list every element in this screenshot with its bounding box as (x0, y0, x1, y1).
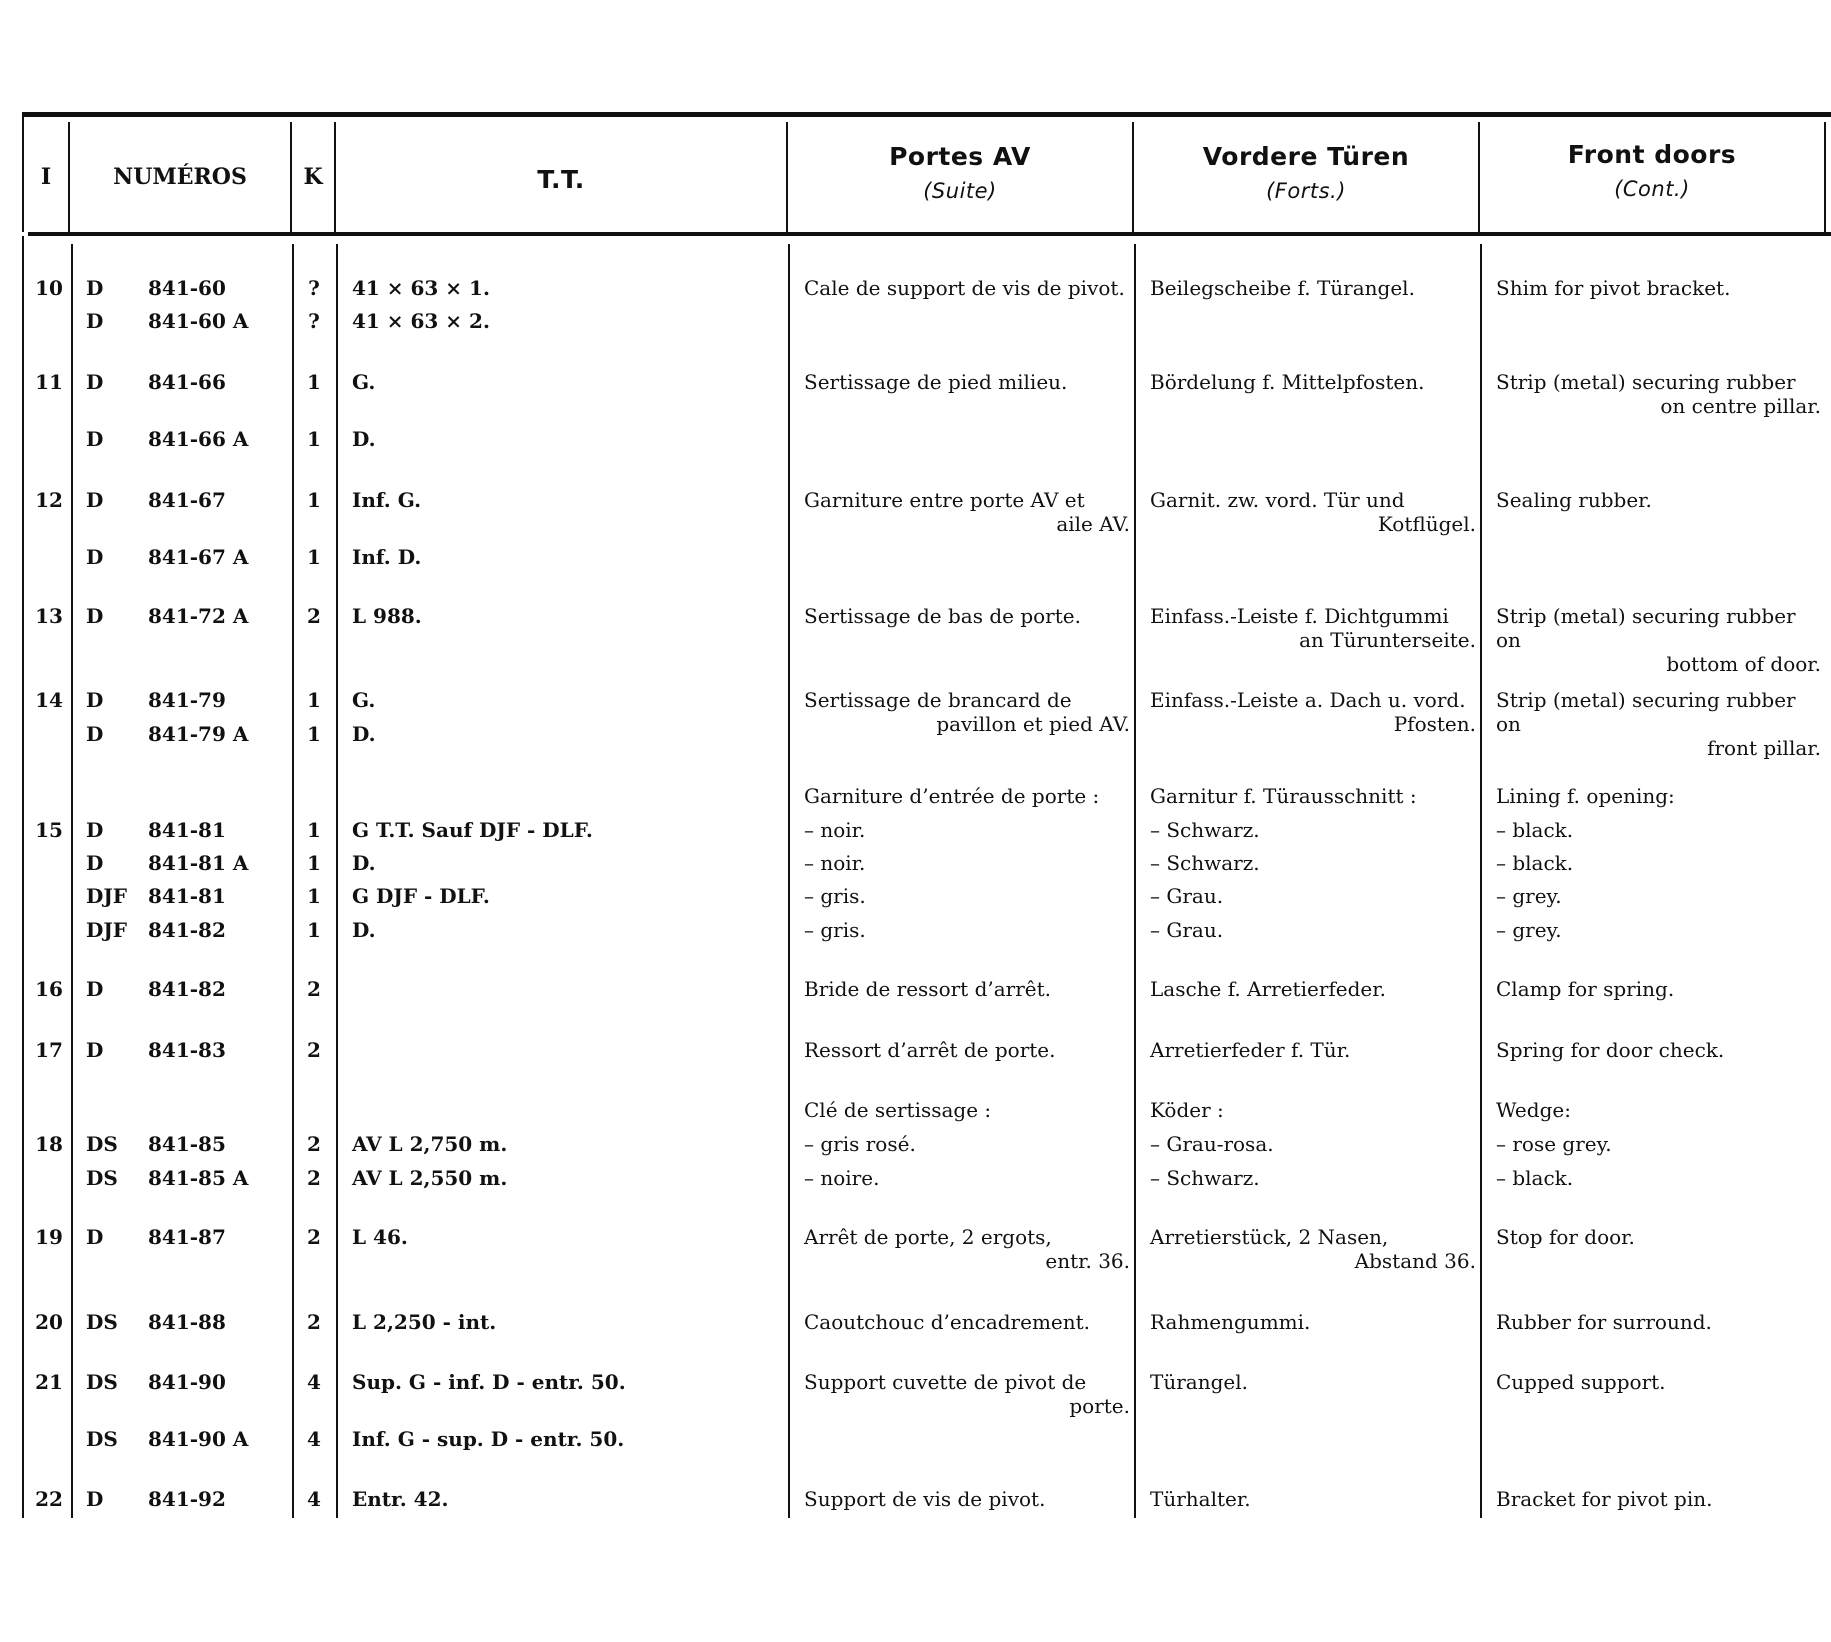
part-number: 841-81 A (148, 851, 249, 875)
desc-line: Wedge: (1496, 1098, 1571, 1122)
item-index: 20 (35, 1310, 63, 1334)
desc-english (1496, 276, 1821, 300)
desc-line: – noir. (804, 851, 866, 875)
part-number: 841-81 (148, 818, 226, 842)
part-prefix: DJF (86, 884, 128, 908)
part-number: 841-83 (148, 1038, 226, 1062)
item-index: 14 (35, 688, 63, 712)
part-prefix: DS (86, 1427, 118, 1451)
desc-german (1150, 488, 1476, 536)
desc-french (804, 1098, 1130, 1122)
desc-german (1150, 784, 1476, 808)
part-prefix: DS (86, 1166, 118, 1190)
part-number: 841-85 A (148, 1166, 249, 1190)
desc-french (804, 1038, 1130, 1062)
item-index: 16 (35, 977, 63, 1001)
desc-line: – Grau. (1150, 918, 1224, 942)
tt-note: Inf. G. (352, 488, 422, 512)
part-number: 841-79 A (148, 722, 249, 746)
header-col-german (1134, 142, 1478, 203)
part-prefix: D (86, 427, 104, 451)
quantity: 1 (307, 688, 321, 712)
desc-german (1150, 1038, 1476, 1062)
part-number: 841-90 (148, 1370, 226, 1394)
part-prefix: D (86, 1487, 104, 1511)
quantity: 2 (307, 1310, 321, 1334)
desc-line: Bride de ressort d’arrêt. (804, 977, 1052, 1001)
item-index: 17 (35, 1038, 63, 1062)
tt-note: D. (352, 918, 376, 942)
desc-line: Bördelung f. Mittelpfosten. (1150, 370, 1425, 394)
desc-german (1150, 1166, 1476, 1190)
part-number: 841-87 (148, 1225, 226, 1249)
column-divider (71, 244, 73, 1518)
desc-french (804, 918, 1130, 942)
desc-line: – black. (1496, 1166, 1574, 1190)
tt-note: L 46. (352, 1225, 408, 1249)
desc-english (1496, 818, 1821, 842)
desc-line: – gris rosé. (804, 1132, 916, 1156)
part-prefix: D (86, 545, 104, 569)
part-prefix: DS (86, 1310, 118, 1334)
header-english-sub: (Cont.) (1614, 177, 1690, 201)
desc-line: Cupped support. (1496, 1370, 1666, 1394)
desc-french (804, 1225, 1130, 1273)
desc-line: entr. 36. (1045, 1249, 1130, 1273)
desc-line: Sealing rubber. (1496, 488, 1652, 512)
quantity: 2 (307, 1225, 321, 1249)
desc-french (804, 1166, 1130, 1190)
desc-line: – grey. (1496, 884, 1562, 908)
desc-line: Einfass.-Leiste f. Dichtgummi (1150, 604, 1449, 628)
desc-line: – Schwarz. (1150, 818, 1260, 842)
quantity: 1 (307, 884, 321, 908)
desc-line: Shim for pivot bracket. (1496, 276, 1731, 300)
item-index: 15 (35, 818, 63, 842)
desc-german (1150, 818, 1476, 842)
header-col-english (1480, 140, 1824, 201)
desc-line: – noire. (804, 1166, 880, 1190)
desc-french (804, 488, 1130, 536)
desc-german (1150, 1132, 1476, 1156)
desc-line: Lasche f. Arretierfeder. (1150, 977, 1386, 1001)
tt-note: G DJF - DLF. (352, 884, 490, 908)
desc-line: Sertissage de pied milieu. (804, 370, 1068, 394)
part-number: 841-60 A (148, 309, 249, 333)
desc-line: Strip (metal) securing rubber on (1496, 688, 1796, 736)
desc-german (1150, 1487, 1476, 1511)
desc-line: Stop for door. (1496, 1225, 1635, 1249)
desc-line: an Türunterseite. (1299, 628, 1476, 652)
desc-line: – gris. (804, 918, 866, 942)
header-english-title: Front doors (1567, 140, 1737, 169)
tt-note: D. (352, 427, 376, 451)
desc-line: Garnitur f. Türausschnitt : (1150, 784, 1417, 808)
desc-english (1496, 1038, 1821, 1062)
desc-german (1150, 688, 1476, 736)
desc-line: Pfosten. (1393, 712, 1476, 736)
desc-french (804, 1132, 1130, 1156)
tt-note: 41 × 63 × 1. (352, 276, 490, 300)
desc-line: Abstand 36. (1354, 1249, 1476, 1273)
tt-note: L 2,250 - int. (352, 1310, 497, 1334)
quantity: 1 (307, 488, 321, 512)
tt-note: AV L 2,550 m. (352, 1166, 508, 1190)
part-prefix: D (86, 818, 104, 842)
quantity: 4 (307, 1370, 321, 1394)
part-prefix: DJF (86, 918, 128, 942)
tt-note: L 988. (352, 604, 422, 628)
desc-english (1496, 884, 1821, 908)
header-german-title: Vordere Türen (1202, 142, 1410, 171)
desc-german (1150, 884, 1476, 908)
quantity: 2 (307, 1038, 321, 1062)
desc-german (1150, 918, 1476, 942)
part-prefix: D (86, 851, 104, 875)
tt-note: Entr. 42. (352, 1487, 449, 1511)
desc-line: Sertissage de bas de porte. (804, 604, 1081, 628)
part-number: 841-79 (148, 688, 226, 712)
tt-note: 41 × 63 × 2. (352, 309, 490, 333)
desc-line: Ressort d’arrêt de porte. (804, 1038, 1056, 1062)
header-col-i: I (40, 164, 52, 190)
desc-line: Köder : (1150, 1098, 1224, 1122)
part-prefix: D (86, 1038, 104, 1062)
desc-line: Garniture d’entrée de porte : (804, 784, 1100, 808)
quantity: 4 (307, 1427, 321, 1451)
desc-line: Spring for door check. (1496, 1038, 1725, 1062)
desc-english (1496, 784, 1821, 808)
desc-french (804, 884, 1130, 908)
item-index: 21 (35, 1370, 63, 1394)
part-number: 841-60 (148, 276, 226, 300)
quantity: 1 (307, 545, 321, 569)
desc-german (1150, 851, 1476, 875)
part-number: 841-82 (148, 918, 226, 942)
tt-note: AV L 2,750 m. (352, 1132, 508, 1156)
header-col-french (788, 142, 1132, 203)
header-col-tt: T.T. (537, 165, 585, 194)
tt-note: Inf. D. (352, 545, 422, 569)
header-col-k: K (303, 164, 323, 190)
desc-line: Lining f. opening: (1496, 784, 1675, 808)
desc-german (1150, 1098, 1476, 1122)
desc-english (1496, 1098, 1821, 1122)
desc-english (1496, 1166, 1821, 1190)
part-number: 841-67 A (148, 545, 249, 569)
quantity: 1 (307, 427, 321, 451)
item-index: 22 (35, 1487, 63, 1511)
desc-french (804, 977, 1130, 1001)
desc-french (804, 604, 1130, 628)
quantity: 4 (307, 1487, 321, 1511)
desc-french (804, 784, 1130, 808)
part-number: 841-72 A (148, 604, 249, 628)
item-index: 19 (35, 1225, 63, 1249)
top-rule (22, 112, 1831, 117)
desc-line: Arretierstück, 2 Nasen, (1150, 1225, 1389, 1249)
desc-german (1150, 604, 1476, 652)
desc-english (1496, 851, 1821, 875)
part-number: 841-90 A (148, 1427, 249, 1451)
desc-german (1150, 276, 1476, 300)
tt-note: G. (352, 688, 376, 712)
desc-french (804, 1370, 1130, 1418)
desc-french (804, 851, 1130, 875)
desc-line: front pillar. (1707, 736, 1821, 760)
desc-german (1150, 1310, 1476, 1334)
item-index: 18 (35, 1132, 63, 1156)
desc-line: Einfass.-Leiste a. Dach u. vord. (1150, 688, 1466, 712)
desc-english (1496, 604, 1821, 676)
header-french-sub: (Suite) (923, 179, 997, 203)
desc-line: – Schwarz. (1150, 851, 1260, 875)
tt-note: D. (352, 851, 376, 875)
quantity: ? (308, 309, 320, 333)
desc-english (1496, 370, 1821, 418)
part-number: 841-88 (148, 1310, 226, 1334)
desc-line: pavillon et pied AV. (936, 712, 1130, 736)
desc-line: Türangel. (1150, 1370, 1248, 1394)
part-prefix: D (86, 1225, 104, 1249)
desc-line: Sertissage de brancard de (804, 688, 1072, 712)
desc-line: bottom of door. (1666, 652, 1821, 676)
desc-line: Beilegscheibe f. Türangel. (1150, 276, 1415, 300)
desc-line: – Schwarz. (1150, 1166, 1260, 1190)
desc-line: – noir. (804, 818, 866, 842)
quantity: 1 (307, 851, 321, 875)
desc-french (804, 818, 1130, 842)
desc-line: Support de vis de pivot. (804, 1487, 1046, 1511)
item-index: 11 (35, 370, 63, 394)
part-number: 841-82 (148, 977, 226, 1001)
desc-german (1150, 370, 1476, 394)
desc-line: Garniture entre porte AV et (804, 488, 1085, 512)
part-prefix: D (86, 604, 104, 628)
part-prefix: DS (86, 1370, 118, 1394)
desc-english (1496, 1487, 1821, 1511)
desc-french (804, 1487, 1130, 1511)
quantity: 1 (307, 818, 321, 842)
desc-line: Rahmengummi. (1150, 1310, 1311, 1334)
part-prefix: D (86, 977, 104, 1001)
desc-line: Strip (metal) securing rubber (1496, 370, 1796, 394)
desc-french (804, 276, 1130, 300)
desc-line: – black. (1496, 851, 1574, 875)
header-bottom-rule (28, 232, 1831, 236)
item-index: 13 (35, 604, 63, 628)
part-prefix: D (86, 722, 104, 746)
desc-line: Türhalter. (1150, 1487, 1251, 1511)
part-number: 841-66 (148, 370, 226, 394)
part-prefix: D (86, 370, 104, 394)
item-index: 12 (35, 488, 63, 512)
header-german-sub: (Forts.) (1266, 179, 1346, 203)
desc-english (1496, 1370, 1821, 1394)
quantity: 2 (307, 1132, 321, 1156)
tt-note: G. (352, 370, 376, 394)
desc-english (1496, 977, 1821, 1001)
part-prefix: DS (86, 1132, 118, 1156)
desc-english (1496, 1132, 1821, 1156)
part-prefix: D (86, 276, 104, 300)
quantity: 1 (307, 918, 321, 942)
part-number: 841-85 (148, 1132, 226, 1156)
desc-english (1496, 488, 1821, 512)
column-divider (788, 244, 790, 1518)
column-divider (292, 244, 294, 1518)
desc-line: on centre pillar. (1660, 394, 1821, 418)
item-index: 10 (35, 276, 63, 300)
desc-line: – gris. (804, 884, 866, 908)
quantity: 2 (307, 604, 321, 628)
desc-german (1150, 1370, 1476, 1394)
part-number: 841-92 (148, 1487, 226, 1511)
desc-english (1496, 1310, 1821, 1334)
column-divider (22, 236, 24, 1518)
part-number: 841-66 A (148, 427, 249, 451)
part-number: 841-81 (148, 884, 226, 908)
desc-french (804, 1310, 1130, 1334)
tt-note: G T.T. Sauf DJF - DLF. (352, 818, 593, 842)
header-col-numeros: NUMÉROS (113, 164, 247, 190)
desc-line: – black. (1496, 818, 1574, 842)
desc-line: Arretierfeder f. Tür. (1150, 1038, 1351, 1062)
desc-line: Garnit. zw. vord. Tür und (1150, 488, 1405, 512)
desc-line: porte. (1069, 1394, 1130, 1418)
desc-german (1150, 977, 1476, 1001)
desc-line: – Grau. (1150, 884, 1224, 908)
desc-line: Clamp for spring. (1496, 977, 1675, 1001)
desc-line: Clé de sertissage : (804, 1098, 992, 1122)
quantity: 2 (307, 1166, 321, 1190)
column-divider (1480, 244, 1482, 1518)
tt-note: Sup. G - inf. D - entr. 50. (352, 1370, 626, 1394)
quantity: ? (308, 276, 320, 300)
desc-english (1496, 1225, 1821, 1249)
quantity: 1 (307, 722, 321, 746)
desc-line: Bracket for pivot pin. (1496, 1487, 1713, 1511)
desc-line: Rubber for surround. (1496, 1310, 1712, 1334)
desc-line: – rose grey. (1496, 1132, 1612, 1156)
column-divider (1134, 244, 1136, 1518)
column-divider (336, 244, 338, 1518)
desc-english (1496, 688, 1821, 760)
quantity: 1 (307, 370, 321, 394)
header-divider (1824, 122, 1826, 232)
desc-line: – Grau-rosa. (1150, 1132, 1274, 1156)
desc-line: Arrêt de porte, 2 ergots, (804, 1225, 1052, 1249)
header-french-title: Portes AV (889, 142, 1031, 171)
tt-note: D. (352, 722, 376, 746)
desc-line: aile AV. (1056, 512, 1130, 536)
tt-note: Inf. G - sup. D - entr. 50. (352, 1427, 625, 1451)
desc-line: Strip (metal) securing rubber on (1496, 604, 1796, 652)
desc-french (804, 688, 1130, 736)
part-prefix: D (86, 309, 104, 333)
part-prefix: D (86, 488, 104, 512)
part-prefix: D (86, 688, 104, 712)
desc-line: Caoutchouc d’encadrement. (804, 1310, 1091, 1334)
desc-line: Support cuvette de pivot de (804, 1370, 1087, 1394)
desc-line: – grey. (1496, 918, 1562, 942)
desc-english (1496, 918, 1821, 942)
desc-french (804, 370, 1130, 394)
desc-line: Kotflügel. (1377, 512, 1476, 536)
desc-line: Cale de support de vis de pivot. (804, 276, 1125, 300)
quantity: 2 (307, 977, 321, 1001)
desc-german (1150, 1225, 1476, 1273)
part-number: 841-67 (148, 488, 226, 512)
